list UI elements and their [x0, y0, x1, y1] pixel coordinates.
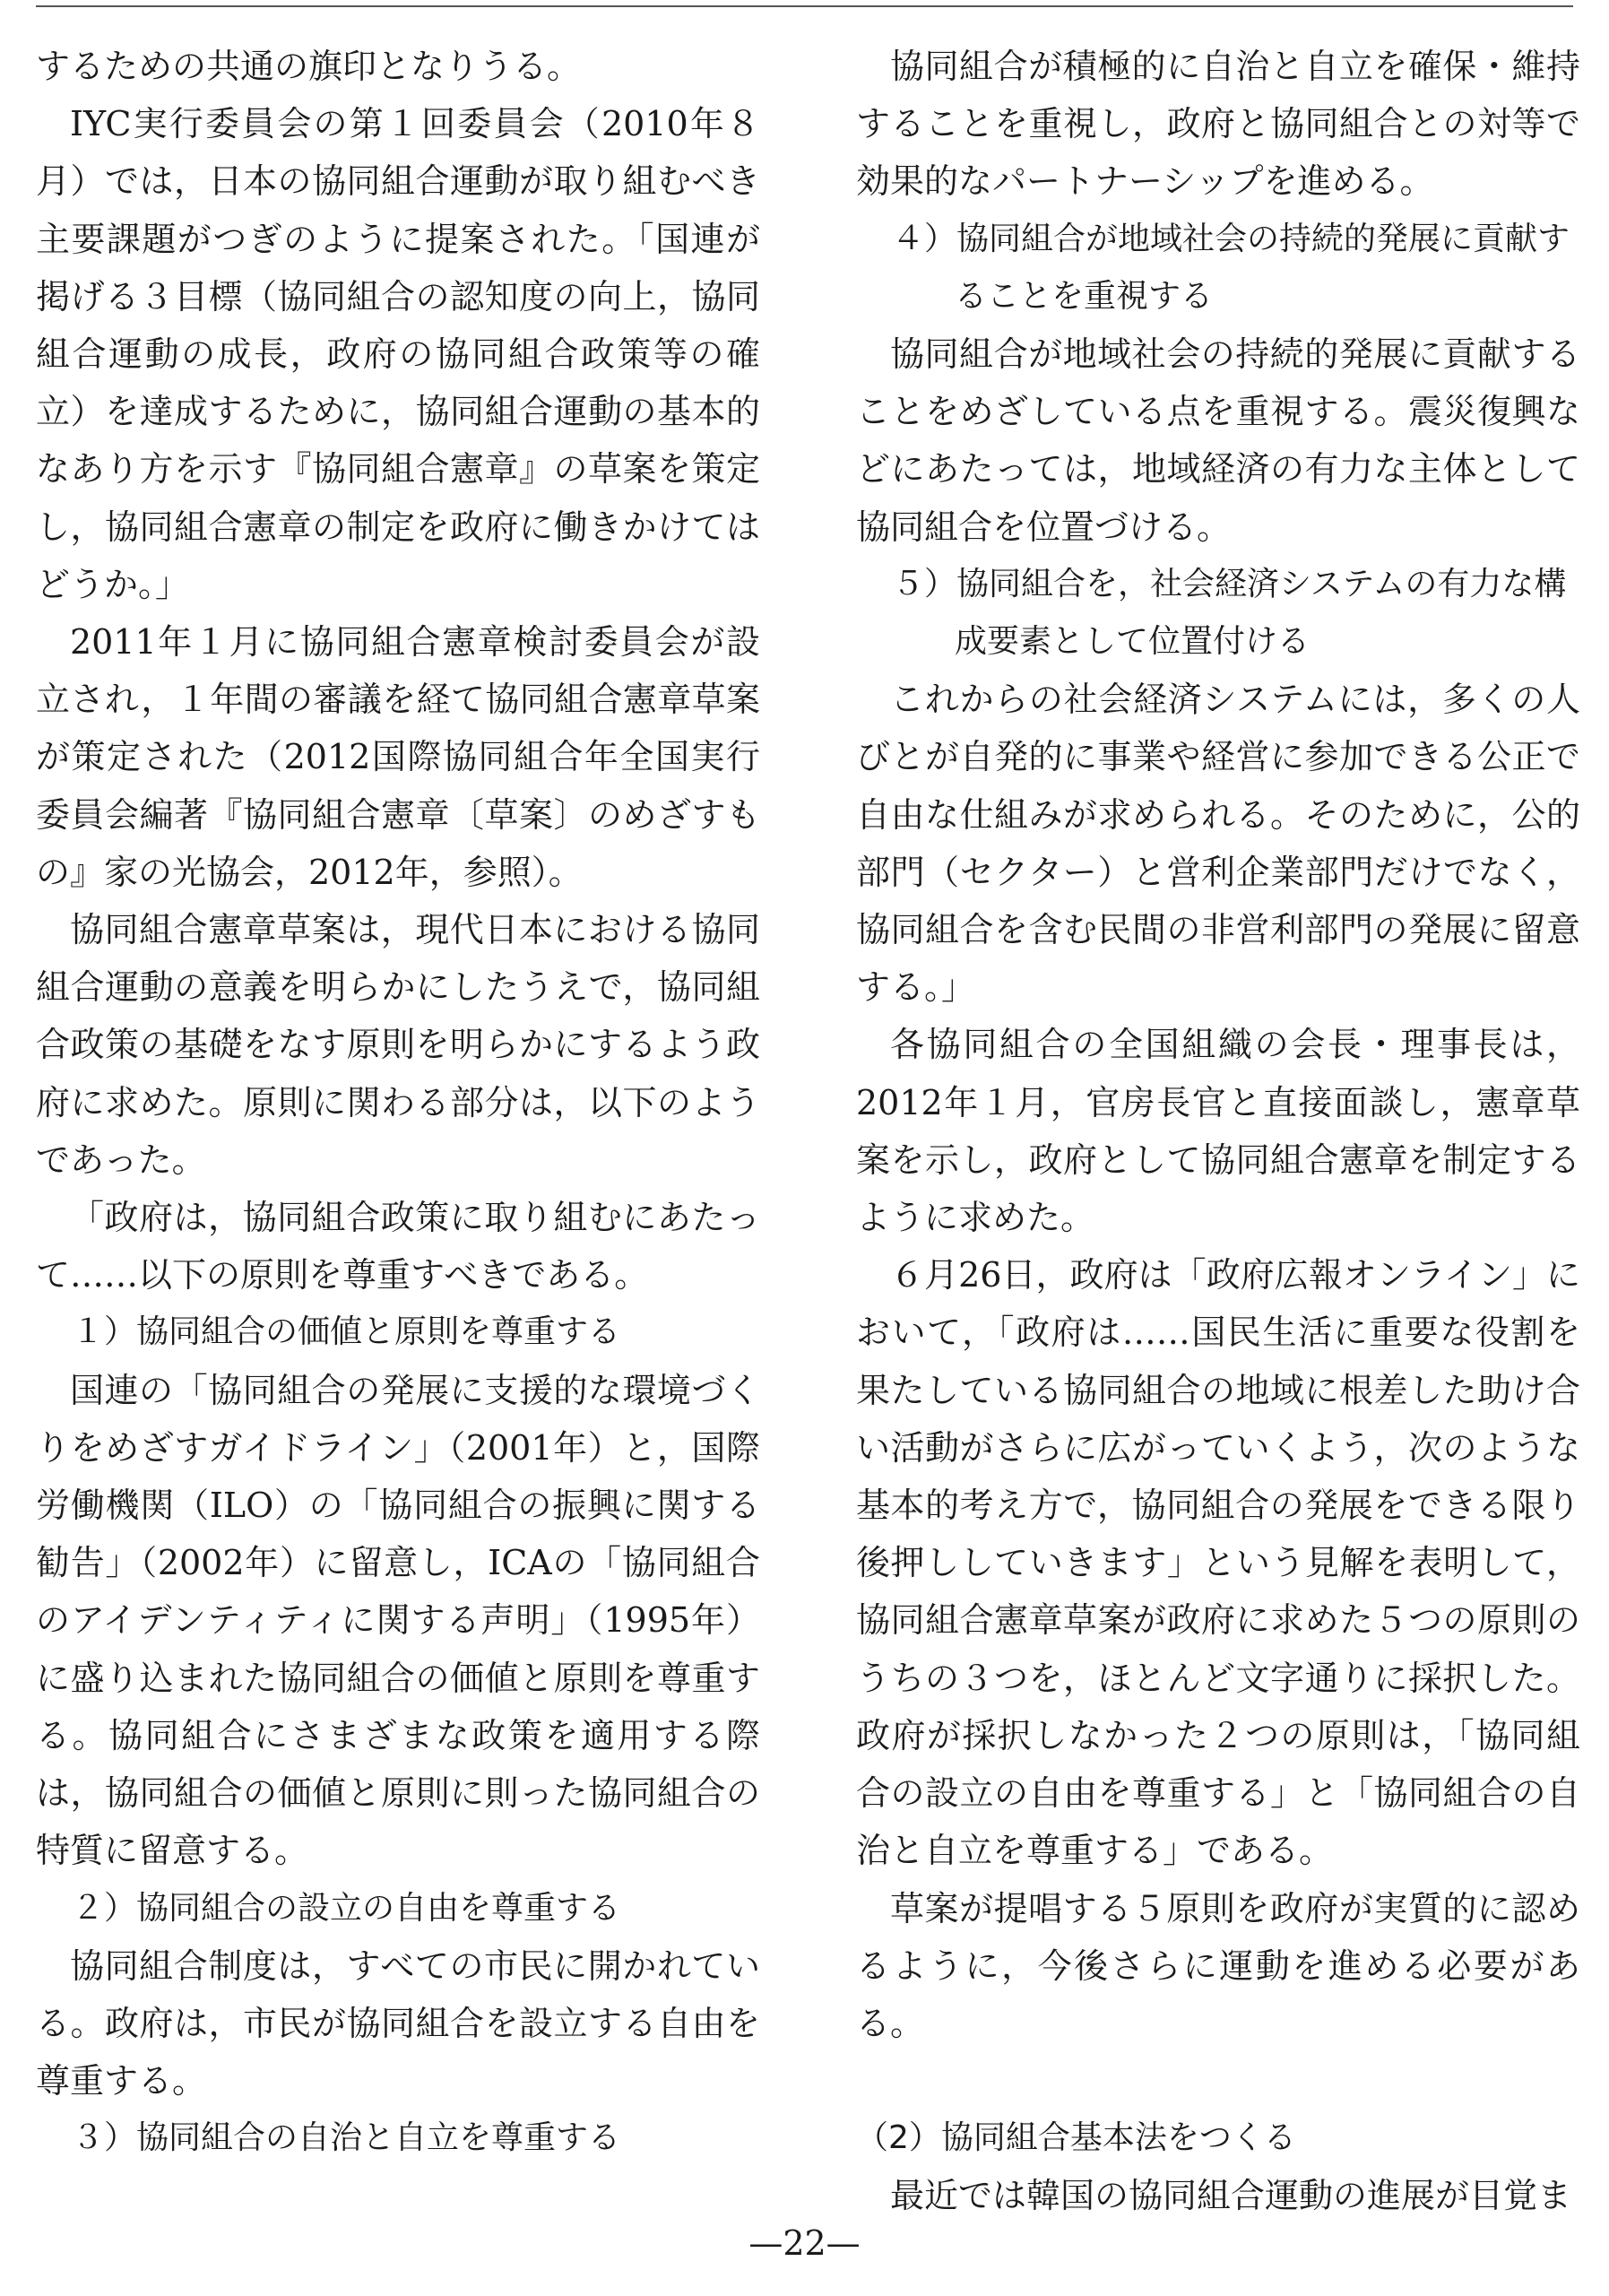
top-rule — [36, 5, 1573, 7]
paragraph: ６月26日，政府は「政府広報オンライン」において，「政府は……国民生活に重要な役割を果たしている協同組合の地域に根差した助け合い活動がさらに広がっていくよう，次のような基本的考え方で，協同組合の発展をできる限り後押ししていきます」という見解を表明して，協同組合憲章草案が政府に求めた５つの原則のうちの３つを，ほとんど文字通りに採択した。政府が採択しなかった２つの原則は，「協同組合の設立の自由を尊重する」と「協同組合の自治と自立を尊重する」である。 — [856, 1255, 1580, 1871]
section-heading: （2）協同組合基本法をつくる — [856, 2119, 1296, 2157]
paragraph: 協同組合制度は，すべての市民に開かれている。政府は，市民が協同組合を設立する自由を尊重する。 — [36, 1945, 760, 2101]
paragraph: これからの社会経済システムには，多くの人びとが自発的に事業や経営に参加できる公正で自由な仕組みが求められる。そのために，公的部門（セクター）と営利企業部門だけでなく，協同組合を含む民間の非営利部門の発展に留意する。」 — [856, 680, 1580, 1008]
principle-heading-4: ４）協同組合が地域社会の持続的発展に貢献することを重視する — [892, 220, 1570, 315]
paragraph: するための共通の旗印となりうる。 — [36, 47, 582, 86]
principle-heading-1: １）協同組合の価値と原則を尊重する — [72, 1313, 621, 1351]
page-number: —22— — [748, 2223, 861, 2263]
paragraph: 協同組合が積極的に自治と自立を確保・維持することを重視し，政府と協同組合との対等で効果的なパートナーシップを進める。 — [856, 47, 1580, 202]
principle-heading-3: ３）協同組合の自治と自立を尊重する — [72, 2119, 621, 2157]
section-gap — [856, 2052, 1580, 2110]
paragraph: 協同組合が地域社会の持続的発展に貢献することをめざしている点を重視する。震災復興などにあたっては，地域経済の有力な主体として協同組合を位置づける。 — [856, 334, 1580, 547]
left-column — [36, 38, 760, 2168]
paragraph: 草案が提唱する５原則を政府が実質的に認めるように，今後さらに運動を進める必要がある。 — [856, 1888, 1580, 2043]
paragraph: 「政府は，協同組合政策に取り組むにあたって……以下の原則を尊重すべきである。 — [36, 1198, 760, 1295]
paragraph: 2011年１月に協同組合憲章検討委員会が設立され，１年間の審議を経て協同組合憲章草案が策定された（2012国際協同組合年全国実行委員会編著『協同組合憲章〔草案〕のめざすもの』家の光協会，2012年，参照）。 — [36, 622, 760, 892]
principle-heading-2: ２）協同組合の設立の自由を尊重する — [72, 1889, 621, 1927]
paragraph: 各協同組合の全国組織の会長・理事長は，2012年１月，官房長官と直接面談し，憲章草案を示し，政府として協同組合憲章を制定するように求めた。 — [856, 1025, 1580, 1238]
paragraph: 国連の「協同組合の発展に支援的な環境づくりをめざすガイドライン」（2001年）と，国際労働機関（ILO）の「協同組合の振興に関する勧告」（2002年）に留意し，ICAの「協同組合のアイデンティティに関する声明」（1995年）に盛り込まれた協同組合の価値と原則を尊重する。協同組合にさまざまな政策を適用する際は，協同組合の価値と原則に則った協同組合の特質に留意する。 — [36, 1370, 760, 1871]
paragraph: IYC実行委員会の第１回委員会（2010年８月）では，日本の協同組合運動が取り組むべき主要課題がつぎのように提案された。「国連が掲げる３目標（協同組合の認知度の向上，協同組合運動の成長，政府の協同組合政策等の確立）を達成するために，協同組合運動の基本的なあり方を示す『協同組合憲章』の草案を策定し，協同組合憲章の制定を政府に働きかけてはどうか。」 — [36, 104, 760, 604]
paragraph: 協同組合憲章草案は，現代日本における協同組合運動の意義を明らかにしたうえで，協同組合政策の基礎をなす原則を明らかにするよう政府に求めた。原則に関わる部分は，以下のようであった。 — [36, 910, 760, 1180]
paragraph: 最近では韓国の協同組合運動の進展が目覚ま — [890, 2176, 1572, 2216]
principle-heading-5: ５）協同組合を，社会経済システムの有力な構成要素として位置付ける — [892, 565, 1567, 661]
right-column — [856, 38, 1580, 2225]
